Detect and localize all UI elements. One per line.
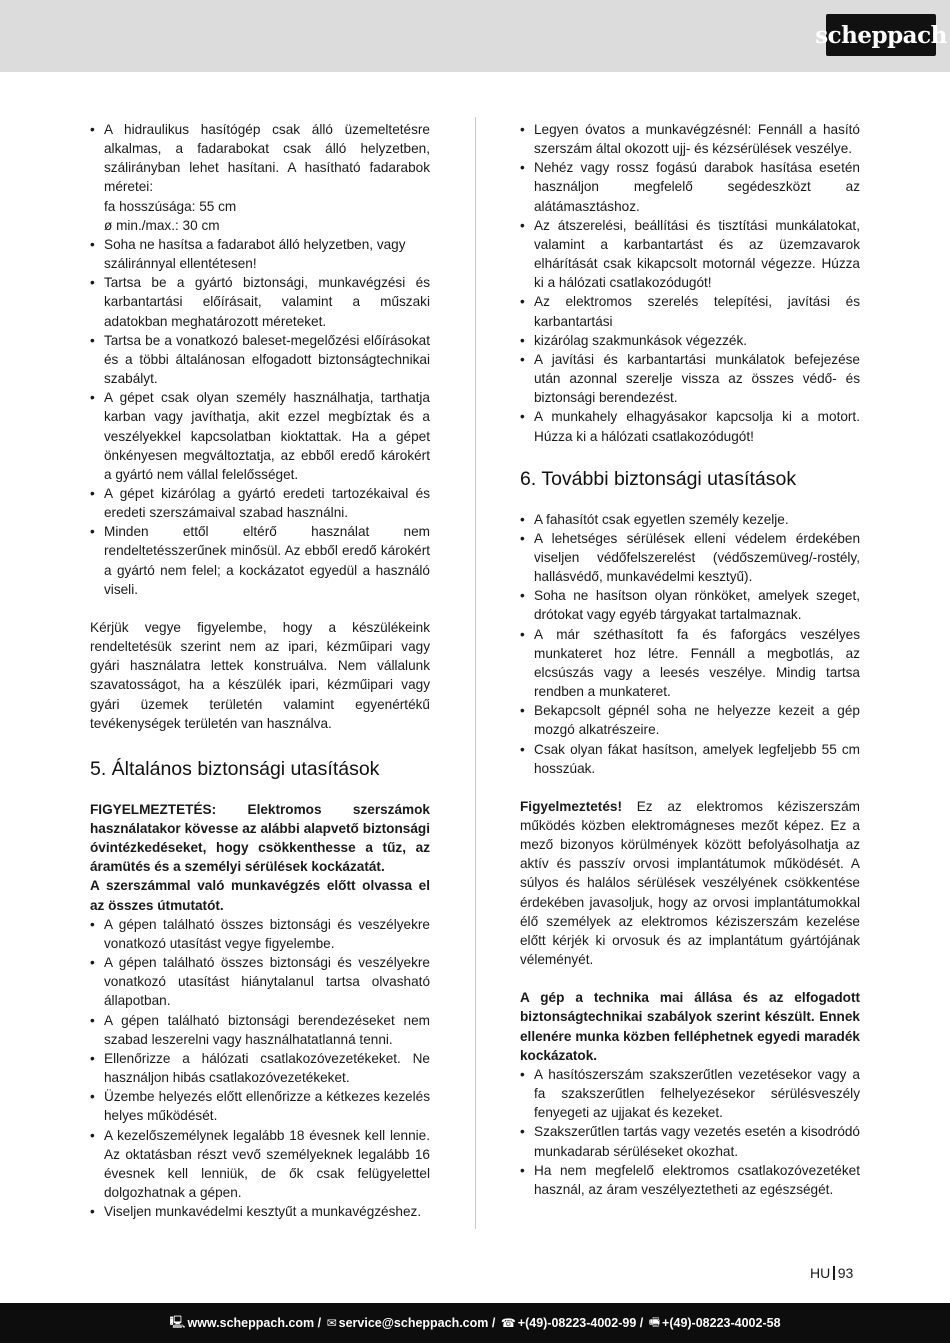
phone-number: +(49)-08223-4002-99 /: [517, 1316, 644, 1330]
list-item: • A hasítószerszám szakszerűtlen vezetésekor vagy a fa szakszerűtlen felhelyezésekor sérülésveszély fenyegeti az ujjakat és kezeket.: [520, 1065, 860, 1122]
fax-icon: 🖷: [648, 1314, 661, 1329]
section-5-heading: 5. Általános biztonsági utasítások: [90, 757, 380, 780]
list-item: • Az elektromos szerelés telepítési, javítási és karbantartási: [520, 292, 860, 330]
operation-safety-list: [520, 120, 860, 446]
email-icon: ✉: [326, 1316, 337, 1330]
list-item: • A kezelőszemélynek legalább 18 évesnek kell lennie. Az oktatásban részt vevő személyeknek legalább 16 évesnek kell lenniük, de ők csak felügyelettel dolgozhatnak a gépen.: [90, 1126, 430, 1203]
list-item: • Üzembe helyezés előtt ellenőrizze a kétkezes kezelés helyes működését.: [90, 1087, 430, 1125]
list-item: • Ellenőrizze a hálózati csatlakozóvezetékeket. Ne használjon hibás csatlakozóvezetékeket.: [90, 1049, 430, 1087]
list-item: • A munkahely elhagyásakor kapcsolja ki a motort. Húzza ki a hálózati csatlakozódugót!: [520, 407, 860, 445]
language-code: HU: [810, 1265, 831, 1281]
list-item: • Minden ettől eltérő használat nem rendeltetésszerűnek minősül. Az ebből eredő károkért a gyártó nem felel; a kockázatot egyedül a használó viseli.: [90, 522, 430, 599]
list-item: • Tartsa be a gyártó biztonsági, munkavégzési és karbantartási előírásait, valamint a műszaki adatokban meghatározott méreteket.: [90, 273, 430, 330]
read-instructions-notice: A szerszámmal való munkavégzés előtt olvassa el az összes útmutatót.: [90, 878, 430, 913]
page-num: 93: [837, 1265, 854, 1281]
intended-use-list: [90, 120, 430, 599]
fax-number: +(49)-08223-4002-58: [662, 1316, 781, 1330]
left-column: [90, 120, 430, 1221]
list-item: • A gépen található biztonsági berendezéseket nem szabad leszerelni vagy használhatatlanná tenni.: [90, 1011, 430, 1049]
list-item: • A javítási és karbantartási munkálatok befejezése után azonnal szerelje vissza az összes védő- és biztonsági berendezést.: [520, 350, 860, 407]
residual-risk-notice: A gép a technika mai állása és az elfogadott biztonságtechnikai szabályok szerint készült. Ennek ellenére munka közben felléphetnek egyedi maradék kockázatok.: [520, 990, 860, 1063]
list-item: • Viseljen munkavédelmi kesztyűt a munkavégzéshez.: [90, 1202, 430, 1221]
general-warning: FIGYELMEZTETÉS: Elektromos szerszámok használatakor kövesse az alábbi alapvető biztonsági óvintézkedéseket, hogy csökkenthesse a tűz, az áramütés és a személyi sérülések kockázatát.: [90, 801, 430, 875]
list-item: • Ha nem megfelelő elektromos csatlakozóvezetéket használ, az áram veszélyeztetheti az egészségét.: [520, 1161, 860, 1199]
general-safety-list: [90, 915, 430, 1222]
section-6-heading: 6. További biztonsági utasítások: [520, 467, 797, 490]
list-item: • A hidraulikus hasítógép csak álló üzemeltetésre alkalmas, a fadarabokat csak álló helyzetben, szálirányban lehet hasítani. A hasítható fadarabok méretei: fa hosszúsága: 55 cm ø min./max.: 30 cm: [90, 120, 430, 235]
list-item: • Szakszerűtlen tartás vagy vezetés esetén a kisodródó munkadarab sérüléseket okozhat.: [520, 1122, 860, 1160]
contact-footer-bar: [0, 1303, 950, 1343]
column-divider: [475, 117, 476, 1229]
list-item: • A fahasítót csak egyetlen személy kezelje.: [520, 510, 860, 529]
dimension-diameter: ø min./max.: 30 cm: [104, 217, 220, 233]
list-item: • Bekapcsolt gépnél soha ne helyezze kezeit a gép mozgó alkatrészeire.: [520, 701, 860, 739]
computer-icon: 🖳: [169, 1314, 186, 1329]
list-item: • A gépet kizárólag a gyártó eredeti tartozékaival és eredeti szerszámaival szabad használni.: [90, 484, 430, 522]
additional-safety-list: [520, 510, 860, 778]
list-item: • Soha ne hasítsa a fadarabot álló helyzetben, vagy száliránnyal ellentétesen!: [90, 235, 430, 273]
email-link[interactable]: service@scheppach.com /: [338, 1316, 496, 1330]
list-item: • A gépet csak olyan személy használhatja, tarthatja karban vagy javíthatja, akit ezzel megbíztak és a veszélyekkel kapcsolatban kioktattak. Ha a gépet önkényesen megváltoztatja, az ebből eredő károkért a gyártó nem vállal felelősséget.: [90, 388, 430, 484]
header-bar: [0, 0, 950, 72]
list-item: • Nehéz vagy rossz fogású darabok hasítása esetén használjon megfelelő segédeszközt az alátámasztáshoz.: [520, 158, 860, 215]
list-item: • A lehetséges sérülések elleni védelem érdekében viseljen védőfelszerelést (védőszemüveg/-rostély, hallásvédő, munkavédelmi kesztyű).: [520, 529, 860, 586]
website-link[interactable]: www.scheppach.com /: [187, 1316, 322, 1330]
dimension-length: fa hosszúsága: 55 cm: [104, 198, 237, 214]
list-item: • Legyen óvatos a munkavégzésnél: Fennáll a hasító szerszám által okozott ujj- és kézsérülések veszélye.: [520, 120, 860, 158]
brand-logo: scheppach: [826, 14, 936, 56]
page-number: [810, 1265, 853, 1281]
list-item: • Tartsa be a vonatkozó baleset-megelőzési előírásokat és a többi általánosan elfogadott biztonságtechnikai szabályt.: [90, 331, 430, 388]
usage-note-paragraph: Kérjük vegye figyelembe, hogy a készülékeink rendeltetésük szerint nem az ipari, kézműipari vagy gyári használatra lettek konstruálva. Nem vállalunk szavatosságot, ha a készülék ipari, kézműipari vagy gyári üzemek területén valamint egyenértékű tevékenységek területén van használva.: [90, 619, 430, 731]
list-item: • A gépen található összes biztonsági és veszélyekre vonatkozó utasítást hiánytalanul tartsa olvasható állapotban.: [90, 953, 430, 1010]
right-column: [520, 120, 860, 1199]
list-item: • Soha ne hasítson olyan rönköket, amelyek szeget, drótokat vagy egyéb tárgyakat tartalmaznak.: [520, 586, 860, 624]
emf-warning-label: Figyelmeztetés!: [520, 798, 622, 814]
list-item: • Csak olyan fákat hasítson, amelyek legfeljebb 55 cm hosszúak.: [520, 740, 860, 778]
list-item: • A már széthasított fa és faforgács veszélyes munkateret hoz létre. Fennáll a megbotlás, az elcsúszás vagy a leesés veszélye. Mindig tartsa rendben a munkateret.: [520, 625, 860, 702]
phone-icon: ☎: [500, 1316, 516, 1330]
residual-risk-list: [520, 1065, 860, 1199]
list-item: • Az átszerelési, beállítási és tisztítási munkálatokat, valamint a karbantartást és az üzemzavarok elhárítását csak kikapcsolt motornál végezze. Húzza ki a hálózati csatlakozódugót!: [520, 216, 860, 293]
list-item: • kizárólag szakmunkások végezzék.: [520, 331, 860, 350]
list-item: • A gépen található összes biztonsági és veszélyekre vonatkozó utasítást vegye figyelembe.: [90, 915, 430, 953]
emf-warning-paragraph: Figyelmeztetés! Ez az elektromos kéziszerszám működés közben elektromágneses mezőt képez. Ez a mező bizonyos körülmények között befolyásolhatja az aktív és passzív orvosi implantátumok működését. A súlyos és halálos sérülések veszélyének csökkentése érdekében javasoljuk, hogy az orvosi implantátumokkal élő személyek az elektromos kéziszerszám kezelése előtt kérjék ki orvosuk és az implantátum gyártójának véleményét.: [520, 798, 860, 968]
